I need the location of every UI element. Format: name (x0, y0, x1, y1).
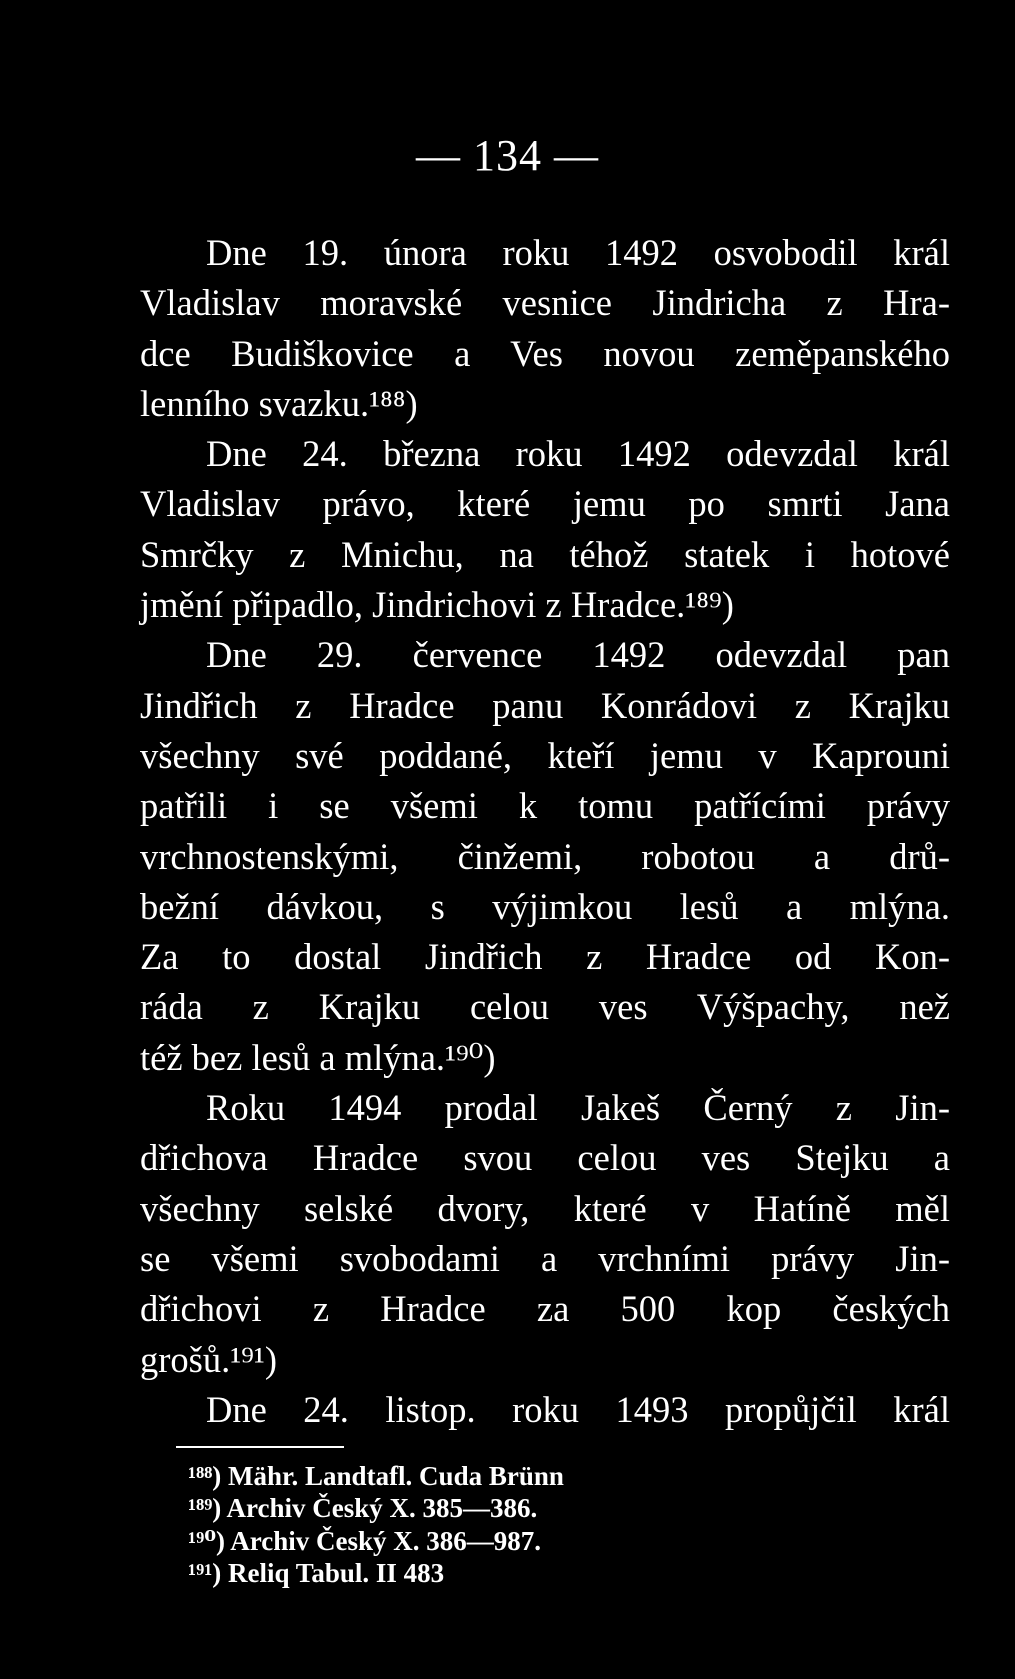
text-line: lenního svazku.¹⁸⁸) (140, 382, 418, 424)
footnote-divider (176, 1446, 344, 1448)
text-line: Dne 24. března roku 1492 odevzdal král (206, 433, 950, 475)
text-line: všechny své poddané, kteří jemu v Kaprouni (140, 734, 950, 776)
text-line: patřili i se všemi k tomu patřícími právy (140, 785, 950, 827)
text-line: Dne 19. února roku 1492 osvobodil král (206, 232, 950, 273)
text-line: dce Budiškovice a Ves novou zeměpanského (140, 332, 950, 374)
text-line: dřichova Hradce svou celou ves Stejku a (140, 1137, 950, 1179)
text-line: dřichovi z Hradce za 500 kop českých (140, 1288, 950, 1330)
footnote: ¹⁹¹) Reliq Tabul. II 483 (188, 1557, 445, 1588)
text-line: ráda z Krajku celou ves Výšpachy, než (140, 986, 950, 1028)
text-line: vrchnostenskými, činžemi, robotou a drů- (140, 835, 950, 877)
text-line: všechny selské dvory, které v Hatíně měl (140, 1187, 950, 1229)
text-line: grošů.¹⁹¹) (140, 1338, 277, 1380)
text-line: Dne 24. listop. roku 1493 propůjčil král (206, 1388, 950, 1430)
footnote: ¹⁸⁸) Mähr. Landtafl. Cuda Brünn (188, 1461, 564, 1491)
text-line: jmění připadlo, Jindrichovi z Hradce.¹⁸⁹) (140, 584, 734, 626)
footnote: ¹⁸⁹) Archiv Český X. 385—386. (188, 1493, 538, 1524)
text-line: Vladislav právo, které jemu po smrti Jana (140, 483, 950, 525)
text-line: se všemi svobodami a vrchními právy Jin- (140, 1237, 950, 1279)
text-line: Dne 29. července 1492 odevzdal pan (206, 634, 950, 676)
text-line: též bez lesů a mlýna.¹⁹⁰) (140, 1036, 496, 1078)
page-number: — 134 — (416, 131, 599, 180)
footnotes (188, 1460, 748, 1589)
footnote: ¹⁹⁰) Archiv Český X. 386—987. (188, 1525, 542, 1556)
text-line: Roku 1494 prodal Jakeš Černý z Jin- (206, 1087, 950, 1129)
text-line: bežní dávkou, s výjimkou lesů a mlýna. (140, 885, 950, 927)
body-text (140, 228, 950, 1435)
text-line: Smrčky z Mnichu, na téhož statek i hotové (140, 533, 950, 575)
text-line: Jindřich z Hradce panu Konrádovi z Krajku (140, 684, 950, 726)
text-line: Za to dostal Jindřich z Hradce od Kon- (140, 936, 950, 978)
text-line: Vladislav moravské vesnice Jindricha z Hra- (140, 282, 950, 324)
